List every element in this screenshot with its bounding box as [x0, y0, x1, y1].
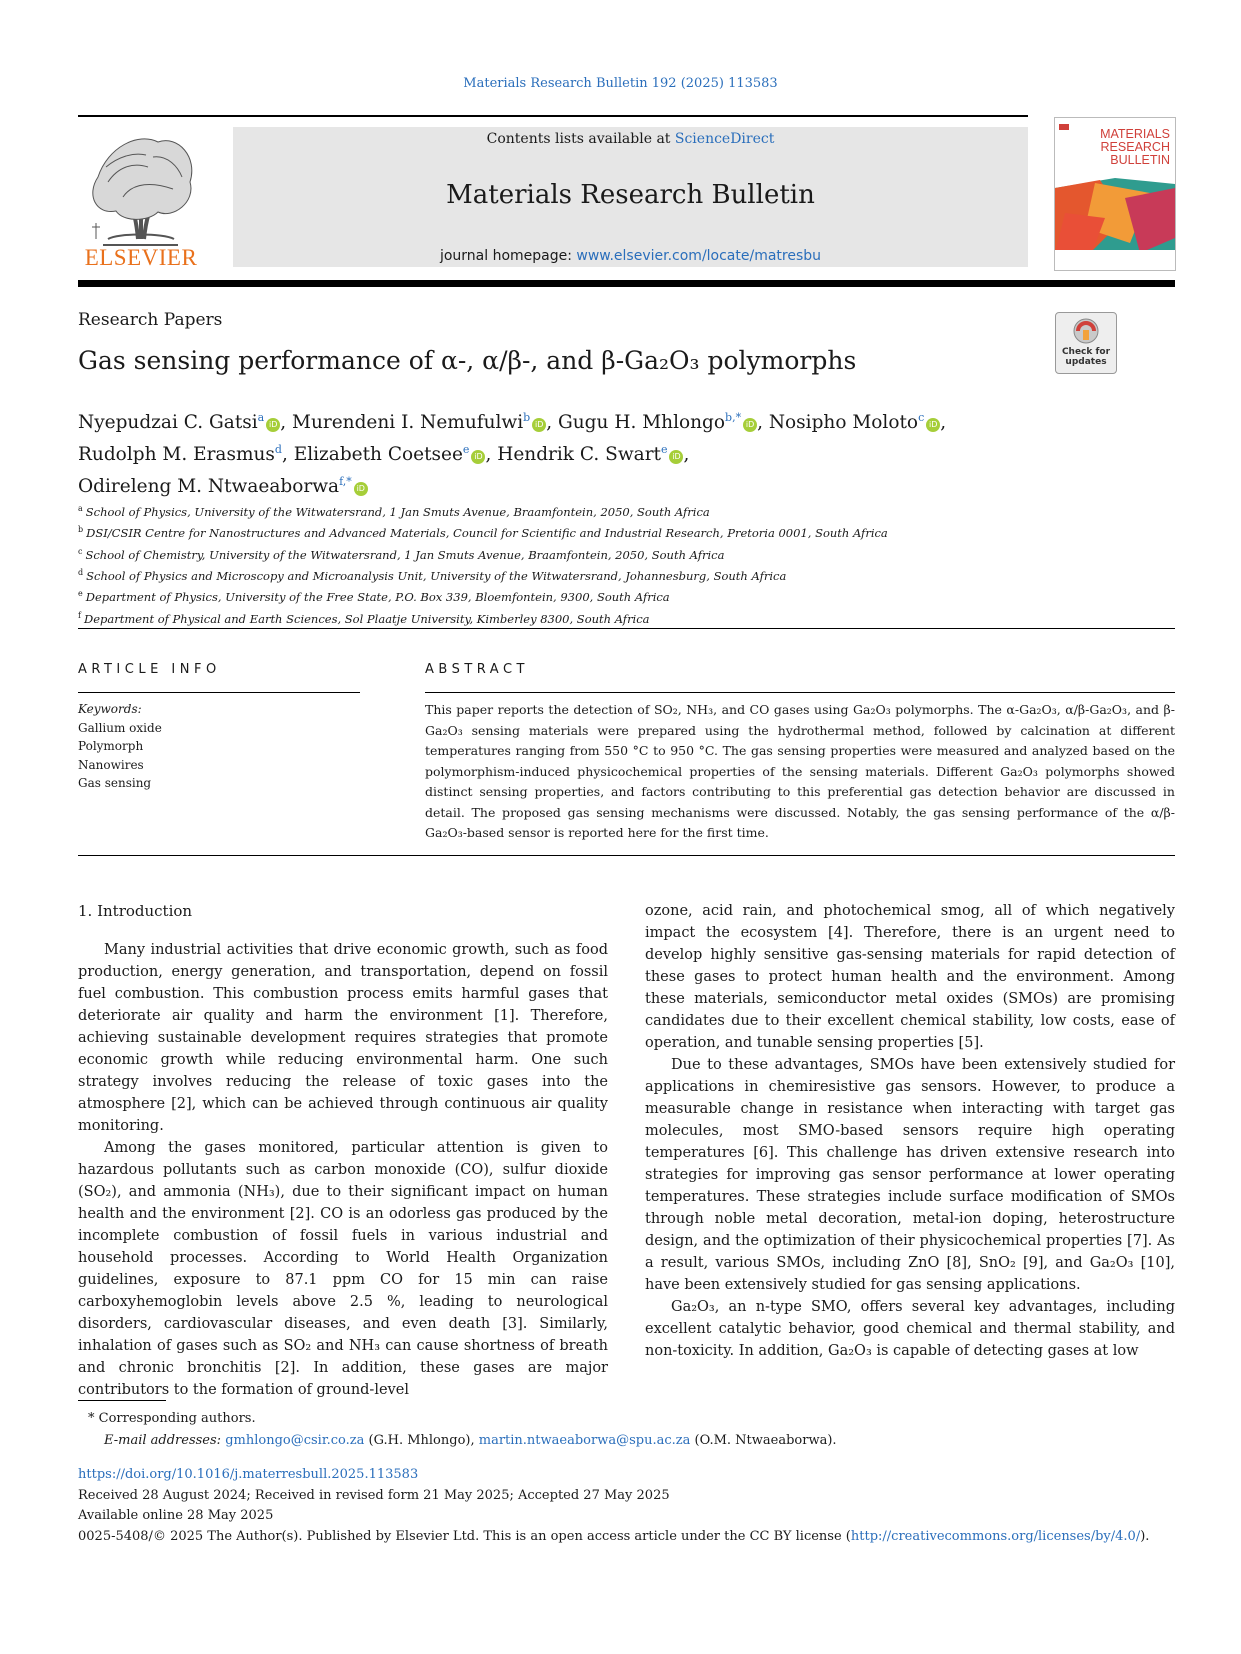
affiliation-text: Department of Physics, University of the Free State, P.O. Box 339, Bloemfontein, 9300, South Africa — [85, 590, 670, 605]
author-name[interactable]: Elizabeth Coetsee — [293, 444, 463, 466]
article-title: Gas sensing performance of α-, α/β-, and β-Ga₂O₃ polymorphs — [78, 346, 857, 375]
author-separator: , — [280, 412, 292, 434]
keyword: Polymorph — [78, 739, 144, 753]
orcid-icon[interactable]: iD — [266, 418, 280, 432]
affiliation — [78, 521, 1178, 542]
author-name[interactable]: Rudolph M. Erasmus — [78, 444, 275, 466]
author-separator: , — [485, 444, 498, 466]
affiliation-rule — [78, 628, 1175, 629]
affiliation-mark: c — [78, 546, 83, 556]
license-link[interactable]: http://creativecommons.org/licenses/by/4.0/ — [850, 1528, 1141, 1544]
author-name[interactable]: Hendrik C. Swart — [497, 444, 661, 466]
body-paragraph: Due to these advantages, SMOs have been extensively studied for applications in chemiresistive gas sensors. However, to produce a measurable change in resistance when interacting with target gas molecules, most SMO-based sensors require high operating temperatures [6]. This challenge has driven extensive research into strategies for improving gas sensor performance at lower operating temperatures. These strategies include surface modification of SMOs through noble metal decoration, metal-ion doping, heterostructure design, and the optimization of their physicochemical properties [7]. As a result, various SMOs, including ZnO [8], SnO₂ [9], and Ga₂O₃ [10], have been extensively studied for gas sensing applications. — [645, 1057, 1175, 1293]
email-label: E-mail addresses: — [104, 1433, 222, 1448]
header-rule — [78, 115, 1028, 117]
footnotes — [78, 1408, 837, 1452]
author-separator: , — [683, 444, 690, 466]
license-text: 0025-5408/© 2025 The Author(s). Published by Elsevier Ltd. This is an open access article under the CC BY license ( — [78, 1528, 851, 1544]
publication-info — [78, 1465, 1149, 1547]
abstract-text: This paper reports the detection of SO₂, NH₃, and CO gases using Ga₂O₃ polymorphs. The α-Ga₂O₃, α/β-Ga₂O₃, and β-Ga₂O₃ sensing materials were prepared using the hydrothermal method, followed by calcination at different temperatures ranging from 550 °C to 950 °C. The gas sensing properties were measured and analyzed based on the polymorphism-induced physicochemical properties of the sensing materials. Different Ga₂O₃ polymorphs showed distinct sensing properties, and factors contributing to this preferential gas detection behavior are discussed in detail. The proposed gas sensing mechanisms were discussed. Notably, the gas sensing performance of the α/β-Ga₂O₃-based sensor is reported here for the first time. — [425, 702, 1175, 840]
author-name[interactable]: Odireleng M. Ntwaeaborwa — [78, 476, 340, 498]
orcid-icon[interactable]: iD — [743, 418, 757, 432]
contents-line — [233, 131, 1028, 147]
affiliation-mark: d — [78, 567, 84, 577]
keywords-label: Keywords: — [78, 702, 142, 716]
body-paragraph: Among the gases monitored, particular attention is given to hazardous pollutants such as carbon monoxide (CO), sulfur dioxide (SO₂), and ammonia (NH₃), due to their significant impact on human health and the environment [2]. CO is an odorless gas produced by the incomplete combustion of fossil fuels in various industrial and household processes. According to World Health Organization guidelines, exposure to 87.1 ppm CO for 15 min can raise carboxyhemoglobin levels above 2.5 %, leading to neurological disorders, cardiovascular diseases, and even death [3]. Similarly, inhalation of gases such as SO₂ and NH₃ can cause shortness of breath and chronic bronchitis [2]. In addition, these gases are major contributors to the formation of ground-level — [78, 1140, 608, 1398]
keyword: Gas sensing — [78, 776, 152, 790]
cover-title-line: RESEARCH — [1100, 140, 1170, 154]
cover-title-line: BULLETIN — [1110, 153, 1170, 167]
affiliation — [78, 500, 1178, 521]
affiliation-mark: f — [78, 610, 81, 620]
license-suffix: ). — [1140, 1528, 1150, 1544]
abstract-bottom-rule — [78, 855, 1175, 856]
cover-title-line: MATERIALS — [1100, 127, 1170, 141]
check-updates-icon — [1056, 313, 1116, 347]
doi-link[interactable]: https://doi.org/10.1016/j.materresbull.2025.113583 — [78, 1467, 419, 1482]
section-type: Research Papers — [78, 310, 223, 330]
author-affiliation-mark[interactable]: b,* — [725, 411, 742, 424]
affiliation-text: School of Physics, University of the Witwatersrand, 1 Jan Smuts Avenue, Braamfontein, 2050, South Africa — [85, 504, 710, 519]
keywords-block — [78, 700, 162, 793]
email-owner: (O.M. Ntwaeaborwa). — [690, 1433, 837, 1448]
author-separator: , — [757, 412, 769, 434]
author-affiliation-mark[interactable]: e — [660, 443, 668, 457]
body-column-right — [645, 900, 1175, 1362]
license-line — [78, 1527, 1149, 1548]
author-affiliation-mark[interactable]: f,* — [339, 475, 352, 489]
orcid-icon[interactable]: iD — [926, 418, 940, 432]
affiliation — [78, 543, 1178, 564]
abstract-rule — [425, 692, 1175, 693]
orcid-icon[interactable]: iD — [471, 450, 485, 464]
abstract-heading: ABSTRACT — [425, 662, 529, 677]
affiliation-mark: e — [78, 589, 83, 599]
author-name[interactable]: Murendeni I. Nemufulwi — [292, 412, 524, 434]
author-name[interactable]: Nosipho Moloto — [768, 412, 919, 434]
journal-name: Materials Research Bulletin — [446, 180, 815, 210]
author-separator: , — [546, 412, 558, 434]
affiliation — [78, 585, 1178, 606]
check-for-updates-badge[interactable] — [1055, 312, 1117, 374]
affiliation-text: School of Physics and Microscopy and Microanalysis Unit, University of the Witwatersrand, Johannesburg, South Africa — [86, 568, 787, 583]
homepage-link[interactable]: www.elsevier.com/locate/matresbu — [576, 248, 822, 264]
section-heading-introduction: 1. Introduction — [78, 902, 193, 920]
article-info-heading: ARTICLE INFO — [78, 662, 221, 677]
affiliation-mark: a — [78, 504, 83, 513]
affiliation-text: School of Chemistry, University of the Witwatersrand, 1 Jan Smuts Avenue, Braamfontein, 2050, South Africa — [85, 547, 725, 562]
author-affiliation-mark[interactable]: a — [257, 411, 265, 424]
author-separator: , — [940, 412, 947, 434]
email-link[interactable]: martin.ntwaeaborwa@spu.ac.za — [478, 1433, 691, 1448]
body-paragraph: ozone, acid rain, and photochemical smog, all of which negatively impact the ecosystem [4]. Therefore, there is an urgent need to develop highly sensitive gas-sensing materials for rapid detection of these gases to protect human health and the environment. Among these materials, semiconductor metal oxides (SMOs) are promising candidates due to their excellent chemical stability, low costs, ease of operation, and tunable sensing properties [5]. — [645, 903, 1175, 1051]
check-updates-label: Check for updates — [1061, 347, 1111, 367]
author-affiliation-mark[interactable]: c — [918, 411, 925, 424]
corresponding-note: * Corresponding authors. — [88, 1411, 256, 1426]
contents-prefix: Contents lists available at — [486, 131, 675, 147]
keyword: Nanowires — [78, 757, 144, 772]
received-dates: Received 28 August 2024; Received in revised form 21 May 2025; Accepted 27 May 2025 — [78, 1487, 670, 1503]
orcid-icon[interactable]: iD — [354, 482, 368, 496]
author-affiliation-mark[interactable]: b — [523, 411, 531, 424]
affiliation-text: Department of Physical and Earth Sciences, Sol Plaatje University, Kimberley 8300, South Africa — [83, 611, 650, 626]
journal-cover-thumbnail[interactable] — [1054, 117, 1176, 271]
author-affiliation-mark[interactable]: d — [274, 443, 282, 457]
available-online: Available online 28 May 2025 — [78, 1508, 274, 1523]
header-thick-rule — [78, 280, 1175, 287]
affiliation-mark: b — [78, 525, 84, 535]
author-list — [78, 404, 1178, 500]
cover-title — [1060, 128, 1170, 167]
author-name[interactable]: Nyepudzai C. Gatsi — [78, 412, 258, 434]
author-separator: , — [281, 444, 294, 466]
body-column-left — [78, 900, 608, 1401]
article-info-rule — [78, 692, 360, 693]
affiliation-text: DSI/CSIR Centre for Nanostructures and Advanced Materials, Council for Scientific and Industrial Research, Pretoria 0001, South Africa — [86, 526, 888, 541]
author-affiliation-mark[interactable]: e — [462, 443, 470, 457]
homepage-prefix: journal homepage: — [439, 248, 577, 264]
affiliation-list — [78, 500, 1178, 628]
affiliation — [78, 607, 1178, 628]
body-paragraph: Many industrial activities that drive economic growth, such as food production, energy generation, and transportation, depend on fossil fuel combustion. This combustion process emits harmful gases that deteriorate air quality and harm the environment [1]. Therefore, achieving sustainable development requires strategies that promote economic growth while reducing environmental harm. One such strategy involves reducing the release of toxic gases into the atmosphere [2], which can be achieved through continuous air quality monitoring. — [78, 942, 608, 1134]
sciencedirect-link[interactable]: ScienceDirect — [674, 131, 775, 147]
elsevier-wordmark: ELSEVIER — [84, 245, 198, 270]
footnote-rule — [78, 1400, 166, 1401]
affiliation — [78, 564, 1178, 585]
orcid-icon[interactable]: iD — [532, 418, 546, 432]
email-link[interactable]: gmhlongo@csir.co.za — [225, 1433, 365, 1448]
keyword: Gallium oxide — [78, 720, 162, 735]
journal-reference[interactable]: Materials Research Bulletin 192 (2025) 113583 — [463, 76, 778, 91]
email-owner: (G.H. Mhlongo), — [364, 1433, 479, 1448]
email-line — [78, 1430, 837, 1452]
homepage-line — [233, 248, 1028, 264]
orcid-icon[interactable]: iD — [669, 450, 683, 464]
author-name[interactable]: Gugu H. Mhlongo — [557, 412, 726, 434]
body-paragraph: Ga₂O₃, an n-type SMO, offers several key advantages, including excellent catalytic behavior, good chemical and thermal stability, and non-toxicity. In addition, Ga₂O₃ is capable of detecting gases at low — [645, 1299, 1175, 1359]
